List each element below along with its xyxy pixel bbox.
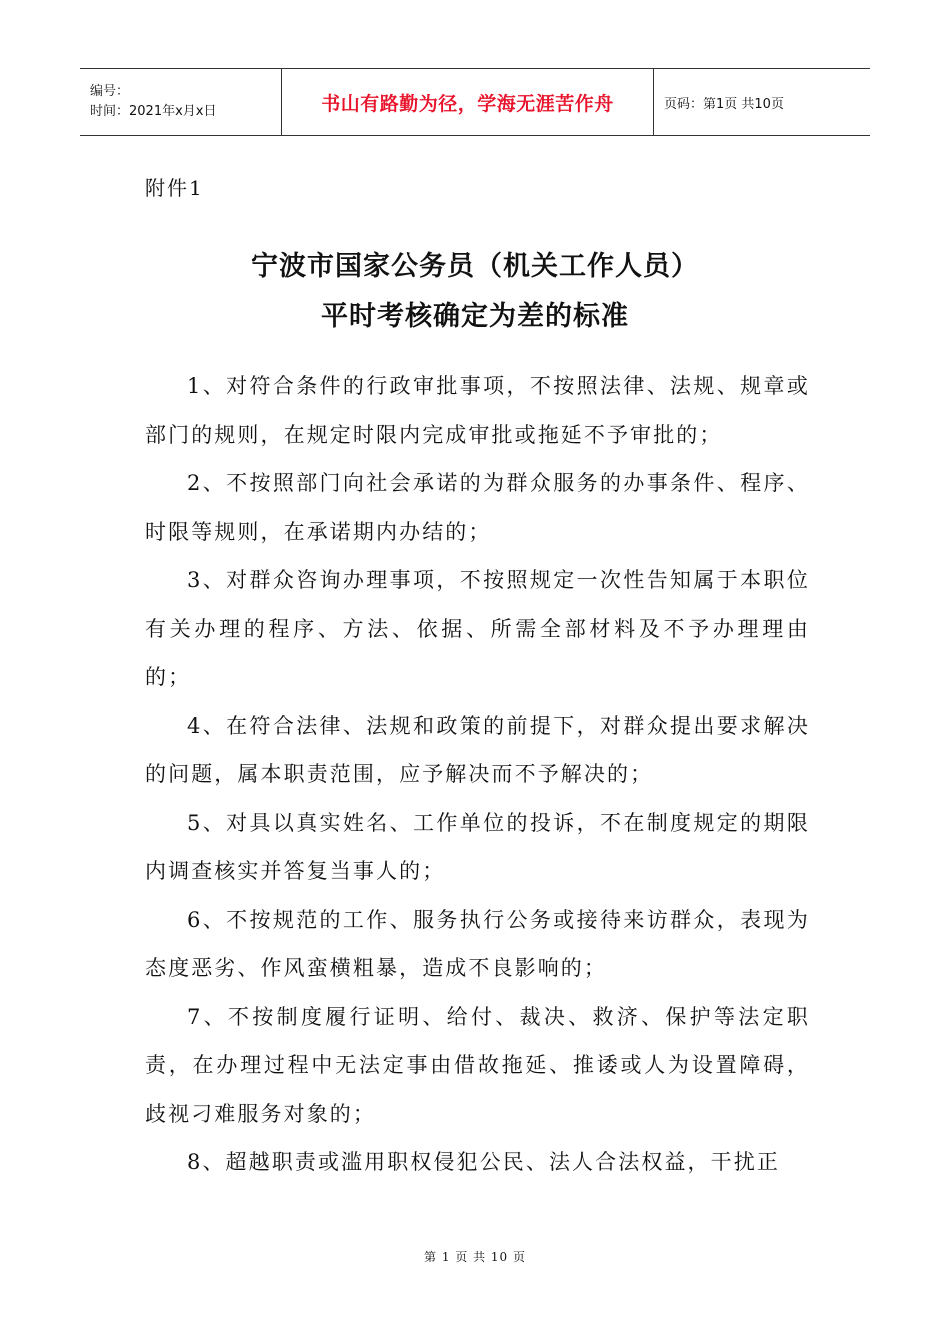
time-label: 时间：2021年x月x日 [90,104,217,119]
document-title-line-2: 平时考核确定为差的标准 [321,301,629,332]
criterion-item-8: 8、超越职责或滥用职权侵犯公民、法人合法权益，干扰正 [187,1150,780,1174]
criterion-item-4: 4、在符合法律、法规和政策的前提下，对群众提出要求解决的问题，属本职责范围，应予解决而不予解决的； [145,713,810,786]
page-footer: 第 1 页 共 10 页 [424,1250,526,1264]
criterion-item-5: 5、对具以真实姓名、工作单位的投诉，不在制度规定的期限内调查核实并答复当事人的； [145,810,810,883]
criterion-item-6: 6、不按规范的工作、服务执行公务或接待来访群众，表现为态度恶劣、作风蛮横粗暴，造成不良影响的； [145,907,810,980]
criterion-item-3: 3、对群众咨询办理事项，不按照规定一次性告知属于本职位有关办理的程序、方法、依据、所需全部材料及不予办理理由的； [145,568,810,689]
document-title-line-1: 宁波市国家公务员（机关工作人员） [251,251,699,282]
document-body [145,362,810,1187]
document-header [80,68,870,136]
header-motto [282,69,654,135]
attachment-label: 附件1 [145,176,204,200]
header-meta [80,69,282,135]
criterion-item-2: 2、不按照部门向社会承诺的为群众服务的办事条件、程序、时限等规则，在承诺期内办结的； [145,471,810,544]
page-info-text: 页码：第1页 共10页 [664,96,784,112]
number-label: 编号： [90,84,130,99]
criterion-item-7: 7、不按制度履行证明、给付、裁决、救济、保护等法定职责，在办理过程中无法定事由借故拖延、推诿或人为设置障碍，歧视刁难服务对象的； [145,1004,810,1126]
header-page-info [654,69,870,135]
criterion-item-1: 1、对符合条件的行政审批事项，不按照法律、法规、规章或部门的规则，在规定时限内完成审批或拖延不予审批的； [145,374,810,447]
motto-text: 书山有路勤为径，学海无涯苦作舟 [321,92,614,115]
